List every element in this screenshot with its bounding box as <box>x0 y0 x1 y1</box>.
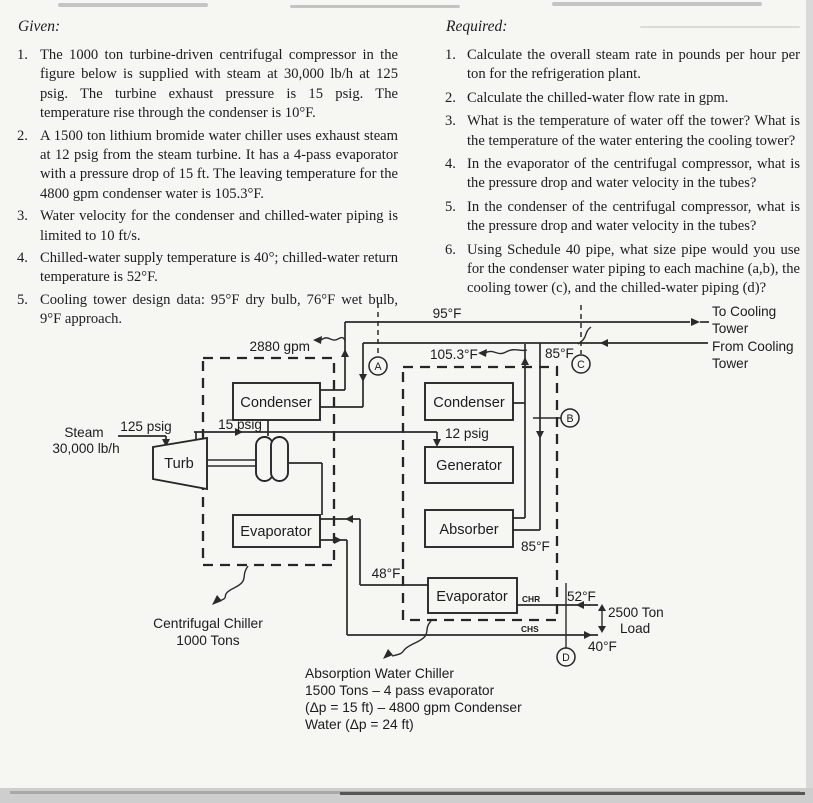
required-item: What is the temperature of water off the tower? What is the temperature of the water entering the cooling tower? <box>467 113 800 149</box>
given-item: Cooling tower design data: 95°F dry bulb, 76°F wet bulb, 9°F approach. <box>40 291 398 328</box>
absorption-condenser-label: Condenser <box>433 395 505 411</box>
required-item: Using Schedule 40 pipe, what size pipe would you use for the condenser water piping to each machine (a,b), the cooling tower (c), and the chilled-water piping (d)? <box>467 241 800 297</box>
caption-absorption-1: Absorption Water Chiller <box>305 666 455 681</box>
absorption-evaporator-label: Evaporator <box>436 589 508 605</box>
compressor-symbol <box>271 437 288 481</box>
label-40f: 40°F <box>588 639 617 654</box>
label-52f: 52°F <box>567 589 596 604</box>
label-105-3f: 105.3°F <box>430 347 478 362</box>
label-2880gpm: 2880 gpm <box>249 339 310 354</box>
caption-absorption-3: (Δp = 15 ft) – 4800 gpm Condenser <box>305 700 522 715</box>
label-from-cooling-1: From Cooling <box>712 339 794 354</box>
absorber-label: Absorber <box>439 522 499 538</box>
marker-d-letter: D <box>562 652 570 664</box>
caption-absorption-2: 1500 Tons – 4 pass evaporator <box>305 683 495 698</box>
label-85f-bottom: 85°F <box>521 539 550 554</box>
given-item: A 1500 ton lithium bromide water chiller uses exhaust steam at 12 psig from the steam turbine. It has a 4-pass evaporator with a pressure drop of 15 ft. The leaving temperature for the 4800 gpm condenser water is 105.3°F. <box>40 127 398 202</box>
caption-centrifugal-1: Centrifugal Chiller <box>153 616 263 631</box>
given-item: Water velocity for the condenser and chilled-water piping is limited to 10 ft/s. <box>40 208 398 244</box>
label-steam: Steam <box>64 425 104 440</box>
marker-a-letter: A <box>374 361 382 373</box>
required-item: In the evaporator of the centrifugal compressor, what is the pressure drop and water velocity in the tubes? <box>467 156 800 192</box>
label-steam-rate: 30,000 lb/h <box>52 441 120 456</box>
marker-b-letter: B <box>566 413 574 425</box>
turbine-compressor-group <box>153 437 322 515</box>
label-load-2: Load <box>620 621 651 636</box>
marker-c-letter: C <box>577 359 585 371</box>
scan-artifact <box>340 792 805 795</box>
label-load-1: 2500 Ton <box>608 605 664 620</box>
label-chr: CHR <box>522 594 541 604</box>
required-title: Required: <box>446 18 508 35</box>
required-item: Calculate the chilled-water flow rate in gpm. <box>467 89 729 106</box>
label-to-cooling-1: To Cooling <box>712 304 777 319</box>
caption-absorption-4: Water (Δp = 24 ft) <box>305 717 414 732</box>
given-title: Given: <box>18 18 61 35</box>
given-item: The 1000 ton turbine-driven centrifugal compressor in the figure below is supplied with steam at 30,000 lb/h at 125 psig. The turbine exhaust pressure is 15 psig. The temperature rise through the condenser is 10°F. <box>40 47 398 122</box>
label-48f: 48°F <box>371 566 401 581</box>
label-85f-top: 85°F <box>545 346 574 361</box>
scan-edge-right <box>806 0 813 803</box>
caption-centrifugal-2: 1000 Tons <box>176 633 240 648</box>
label-15psig: 15 psig <box>218 417 262 432</box>
required-item: Calculate the overall steam rate in pounds per hour per ton for the refrigeration plant. <box>467 47 800 83</box>
label-95f: 95°F <box>432 306 462 321</box>
centrifugal-evaporator-label: Evaporator <box>240 524 312 540</box>
turbine-label: Turb <box>164 456 194 472</box>
diagram-labels <box>52 304 793 732</box>
label-to-cooling-2: Tower <box>712 321 749 336</box>
given-item: Chilled-water supply temperature is 40°; chilled-water return temperature is 52°F. <box>40 250 398 286</box>
label-12psig: 12 psig <box>445 426 489 441</box>
label-125psig: 125 psig <box>120 419 172 434</box>
centrifugal-condenser-label: Condenser <box>240 395 312 411</box>
label-chs: CHS <box>521 624 539 634</box>
required-item: In the condenser of the centrifugal compressor, what is the pressure drop and water velocity in the tubes? <box>467 198 800 235</box>
label-from-cooling-2: Tower <box>712 356 749 371</box>
generator-label: Generator <box>436 458 502 474</box>
